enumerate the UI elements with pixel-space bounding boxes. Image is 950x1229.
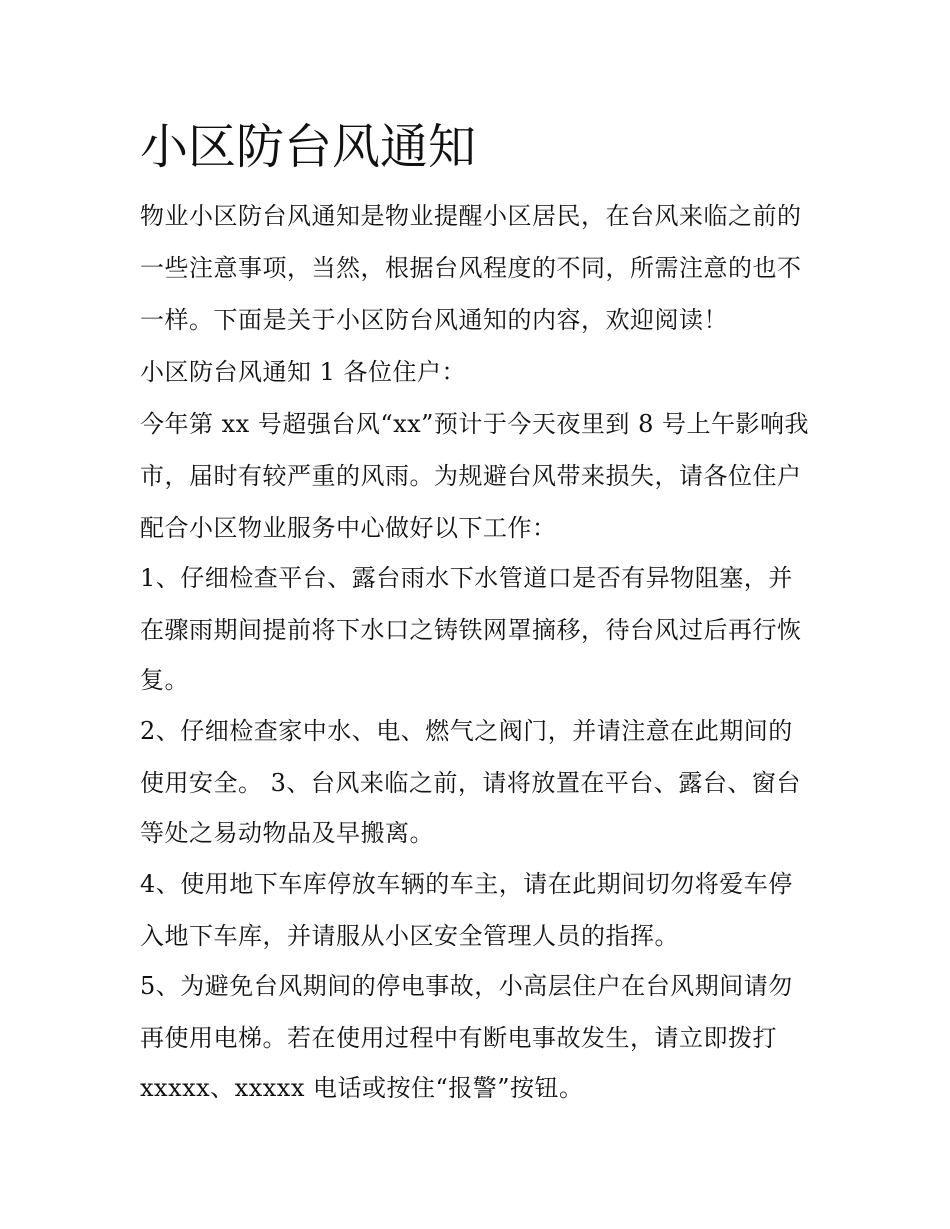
body-line: 4、使用地下车库停放车辆的车主，请在此期间切勿将爱车停 xyxy=(140,870,793,898)
body-line: 入地下车库，并请服从小区安全管理人员的指挥。 xyxy=(140,922,679,950)
body-line: 再使用电梯。若在使用过程中有断电事故发生，请立即拨打 xyxy=(140,1024,777,1052)
body-line: 2、仔细检查家中水、电、燃气之阀门，并请注意在此期间的 xyxy=(140,717,793,745)
body-line: 物业小区防台风通知是物业提醒小区居民，在台风来临之前的 xyxy=(140,202,802,230)
body-line: xxxxx、xxxxx 电话或按住“报警”按钮。 xyxy=(140,1074,584,1102)
body-line: 1、仔细检查平台、露台雨水下水管道口是否有异物阻塞，并 xyxy=(140,564,793,592)
body-line: 市，届时有较严重的风雨。为规避台风带来损失，请各位住户 xyxy=(140,462,802,490)
body-line: 一样。下面是关于小区防台风通知的内容，欢迎阅读！ xyxy=(140,306,728,334)
body-line: 5、为避免台风期间的停电事故，小高层住户在台风期间请勿 xyxy=(140,972,793,1000)
body-line: 在骤雨期间提前将下水口之铸铁网罩摘移，待台风过后再行恢 xyxy=(140,616,802,644)
body-line: 今年第 xx 号超强台风“xx”预计于今天夜里到 8 号上午影响我 xyxy=(140,410,809,438)
body-line: 等处之易动物品及早搬离。 xyxy=(140,819,434,847)
document-title: 小区防台风通知 xyxy=(140,119,477,175)
body-line: 小区防台风通知 1 各位住户： xyxy=(140,358,467,386)
body-line: 使用安全。 3、台风来临之前，请将放置在平台、露台、窗台 xyxy=(140,769,801,797)
body-line: 配合小区物业服务中心做好以下工作： xyxy=(140,514,557,542)
body-line: 一些注意事项，当然，根据台风程度的不同，所需注意的也不 xyxy=(140,254,802,282)
body-line: 复。 xyxy=(140,666,189,694)
